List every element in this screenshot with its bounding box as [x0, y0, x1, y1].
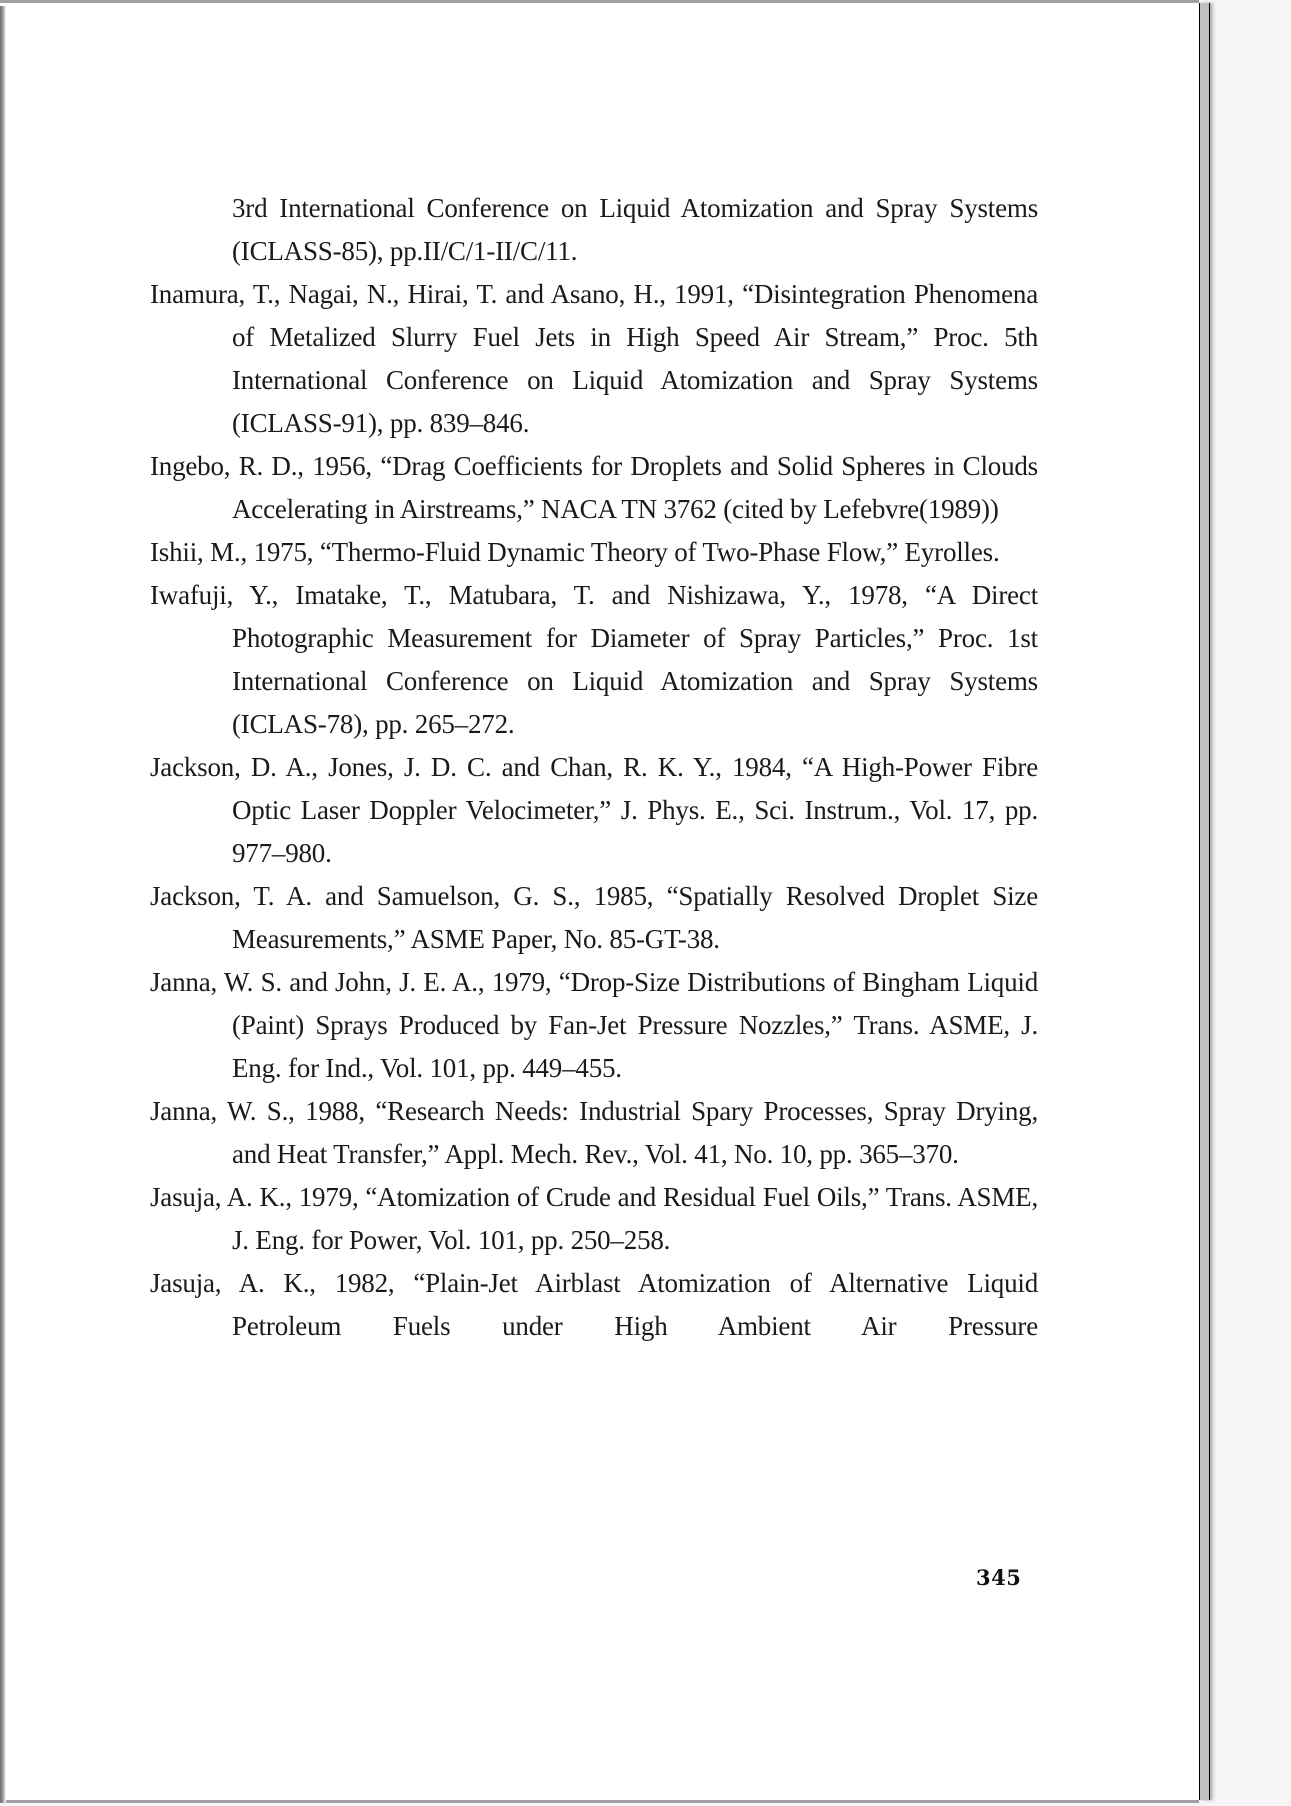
reference-entry-jasuja-1979: Jasuja, A. K., 1979, “Atomization of Crude and Residual Fuel Oils,” Trans. ASME, J. Eng. for Power, Vol. 101, pp. 250–258. [150, 1182, 1038, 1255]
page-spine-edge [1199, 3, 1210, 1800]
reference-entry-janna-1988: Janna, W. S., 1988, “Research Needs: Industrial Spary Processes, Spray Drying, and Heat Transfer,” Appl. Mech. Rev., Vol. 41, No. 10, pp. 365–370. [150, 1096, 1038, 1169]
reference-entry-ishii-1975: Ishii, M., 1975, “Thermo-Fluid Dynamic Theory of Two-Phase Flow,” Eyrolles. [150, 537, 1000, 567]
reference-entry-jackson-1985: Jackson, T. A. and Samuelson, G. S., 1985, “Spatially Resolved Droplet Size Measurements,” ASME Paper, No. 85-GT-38. [150, 881, 1038, 954]
reference-entry-jasuja-1982: Jasuja, A. K., 1982, “Plain-Jet Airblast Atomization of Alternative Liquid Petroleum Fuels under High Ambient Air Pressure [150, 1268, 1038, 1341]
reference-entry-jackson-1984: Jackson, D. A., Jones, J. D. C. and Chan, R. K. Y., 1984, “A High-Power Fibre Optic Laser Doppler Velocimeter,” J. Phys. E., Sci. Instrum., Vol. 17, pp. 977–980. [150, 752, 1038, 868]
page-left-edge [0, 6, 6, 1803]
reference-entry-iwafuji-1978: Iwafuji, Y., Imatake, T., Matubara, T. and Nishizawa, Y., 1978, “A Direct Photographic Measurement for Diameter of Spray Particles,” Proc. 1st International Conference on Liquid Atomization and Spray Systems (ICLAS-78), pp. 265–272. [150, 580, 1038, 739]
reference-entry-janna-1979: Janna, W. S. and John, J. E. A., 1979, “Drop-Size Distributions of Bingham Liquid (Paint) Sprays Produced by Fan-Jet Pressure Nozzles,” Trans. ASME, J. Eng. for Ind., Vol. 101, pp. 449–455. [150, 967, 1038, 1083]
reference-entry-inamura-1991: Inamura, T., Nagai, N., Hirai, T. and Asano, H., 1991, “Disintegration Phenomena of Metalized Slurry Fuel Jets in High Speed Air Stream,” Proc. 5th International Conference on Liquid Atomization and Spray Systems (ICLASS-91), pp. 839–846. [150, 279, 1038, 438]
reference-entry-continued: 3rd International Conference on Liquid Atomization and Spray Systems (ICLASS-85), pp.II/C/1-II/C/11. [232, 193, 1038, 266]
page-number: 345 [976, 1565, 1022, 1590]
reference-entry-ingebo-1956: Ingebo, R. D., 1956, “Drag Coefficients for Droplets and Solid Spheres in Clouds Accelerating in Airstreams,” NACA TN 3762 (cited by Lefebvre(1989)) [150, 451, 1038, 524]
reference-list [150, 187, 1038, 1348]
